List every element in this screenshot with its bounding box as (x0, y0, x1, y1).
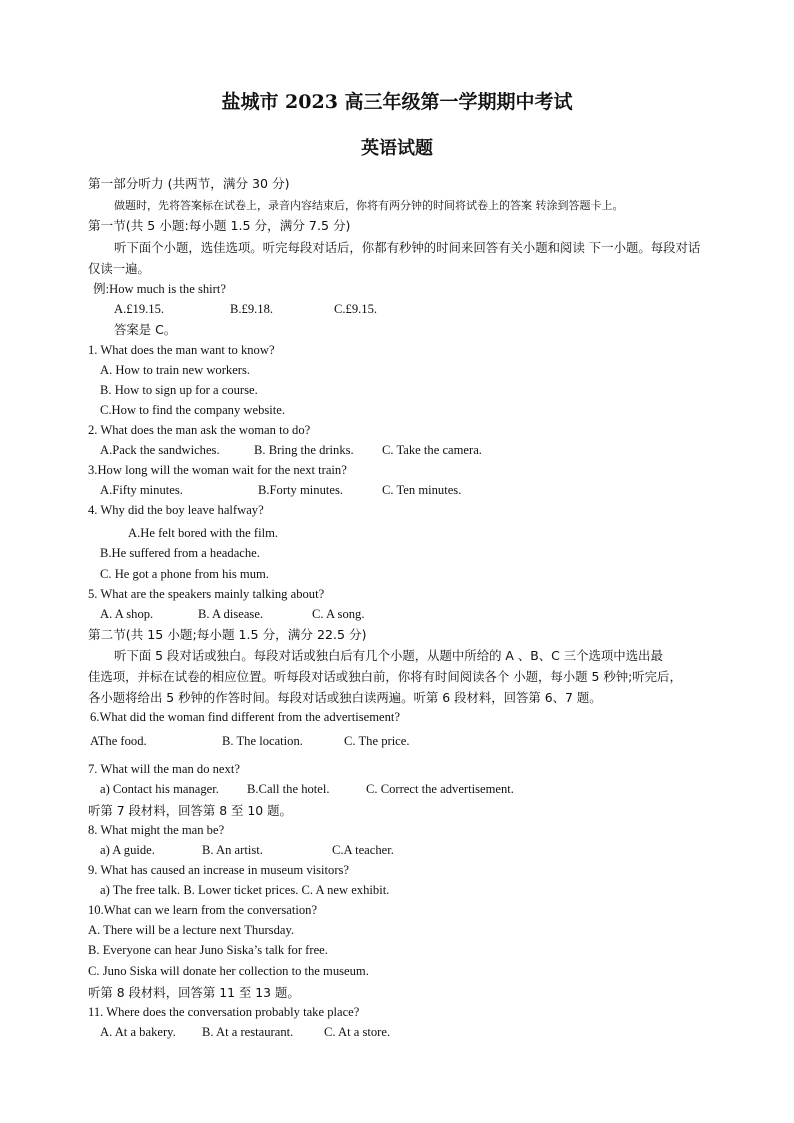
material-7-instruction: 听第 7 段材料，回答第 8 至 10 题。 (88, 803, 292, 818)
material-8-instruction: 听第 8 段材料，回答第 11 至 13 题。 (88, 985, 300, 1000)
q3-option-c: C. Ten minutes. (382, 483, 462, 497)
question-7: 7. What will the man do next? (88, 762, 240, 776)
q2-option-a: A.Pack the sandwiches. (100, 443, 220, 457)
question-11: 11. Where does the conversation probably take place? (88, 1005, 360, 1019)
example-option-c: C.£9.15. (334, 302, 378, 316)
q6-option-c: C. The price. (344, 734, 410, 748)
q5-option-a: A. A shop. (100, 607, 154, 621)
q3-option-a: A.Fifty minutes. (100, 483, 183, 497)
q11-option-a: A. At a bakery. (100, 1025, 176, 1039)
section1-heading: 第一节(共 5 小题:每小题 1.5 分，满分 7.5 分) (88, 218, 351, 233)
q8-option-c: C.A teacher. (332, 843, 394, 857)
q2-option-c: C. Take the camera. (382, 443, 482, 457)
q1-option-a: A. How to train new workers. (100, 363, 251, 377)
example-option-a: A.£19.15. (114, 302, 165, 316)
q2-option-b: B. Bring the drinks. (254, 443, 354, 457)
q1-option-b: B. How to sign up for a course. (100, 383, 258, 397)
q7-option-c: C. Correct the advertisement. (366, 782, 514, 796)
q6-option-b: B. The location. (222, 734, 303, 748)
example-answer: 答案是 C。 (114, 322, 177, 337)
question-8: 8. What might the man be? (88, 823, 225, 837)
q7-option-a: a) Contact his manager. (100, 782, 219, 796)
example-option-b: B.£9.18. (230, 302, 274, 316)
question-10: 10.What can we learn from the conversation? (88, 903, 318, 917)
question-4: 4. Why did the boy leave halfway? (88, 503, 264, 517)
part1-heading: 第一部分听力 (共两节，满分 30 分) (88, 176, 290, 191)
question-3: 3.How long will the woman wait for the next train? (88, 463, 347, 477)
q4-option-c: C. He got a phone from his mum. (100, 567, 269, 581)
section1-instruction-line2: 仅读一遍。 (88, 261, 150, 276)
q3-option-b: B.Forty minutes. (258, 483, 344, 497)
exam-title: 盐城市 2023 高三年级第一学期期中考试 (221, 91, 573, 113)
question-2: 2. What does the man ask the woman to do? (88, 423, 311, 437)
section2-heading: 第二节(共 15 小题;每小题 1.5 分，满分 22.5 分) (88, 627, 367, 642)
q5-option-b: B. A disease. (198, 607, 264, 621)
q9-options: a) The free talk. B. Lower ticket prices. C. A new exhibit. (100, 883, 390, 897)
part1-instruction: 做题时，先将答案标在试卷上，录音内容结束后，你将有两分钟的时间将试卷上的答案 转涂到答题卡上。 (114, 199, 624, 212)
question-1: 1. What does the man want to know? (88, 343, 275, 357)
q5-option-c: C. A song. (312, 607, 365, 621)
exam-subtitle: 英语试题 (361, 138, 433, 159)
section1-instruction-line1: 听下面个小题，选佳选项。听完每段对话后，你都有秒钟的时间来回答有关小题和阅读 下一小题。每段对话 (114, 240, 701, 255)
section2-instruction-line1: 听下面 5 段对话或独白。每段对话或独白后有几个小题，从题中所给的 A 、B、C 三个选项中选出最 (114, 648, 663, 663)
question-9: 9. What has caused an increase in museum visitors? (88, 863, 350, 877)
q7-option-b: B.Call the hotel. (247, 782, 330, 796)
q10-option-a: A. There will be a lecture next Thursday. (88, 923, 295, 937)
q10-option-b: B. Everyone can hear Juno Siska’s talk for free. (88, 943, 328, 957)
q11-option-b: B. At a restaurant. (202, 1025, 294, 1039)
q6-option-a: AThe food. (90, 734, 147, 748)
q8-option-a: a) A guide. (100, 843, 155, 857)
q10-option-c: C. Juno Siska will donate her collection to the museum. (88, 964, 369, 978)
q4-option-a: A.He felt bored with the film. (128, 526, 279, 540)
q1-option-c: C.How to find the company website. (100, 403, 286, 417)
question-6: 6.What did the woman find different from the advertisement? (90, 710, 400, 724)
question-5: 5. What are the speakers mainly talking about? (88, 587, 325, 601)
q11-option-c: C. At a store. (324, 1025, 391, 1039)
section2-instruction-line3: 各小题将给出 5 秒钟的作答时间。每段对话或独白读两遍。听第 6 段材料，回答第 6、7 题。 (88, 690, 602, 705)
q4-option-b: B.He suffered from a headache. (100, 546, 260, 560)
example-question: 例:How much is the shirt? (93, 282, 226, 296)
q8-option-b: B. An artist. (202, 843, 263, 857)
section2-instruction-line2: 佳选项，并标在试卷的相应位置。听每段对话或独白前，你将有时间阅读各个 小题，每小题 5 秒钟;听完后， (88, 669, 682, 684)
